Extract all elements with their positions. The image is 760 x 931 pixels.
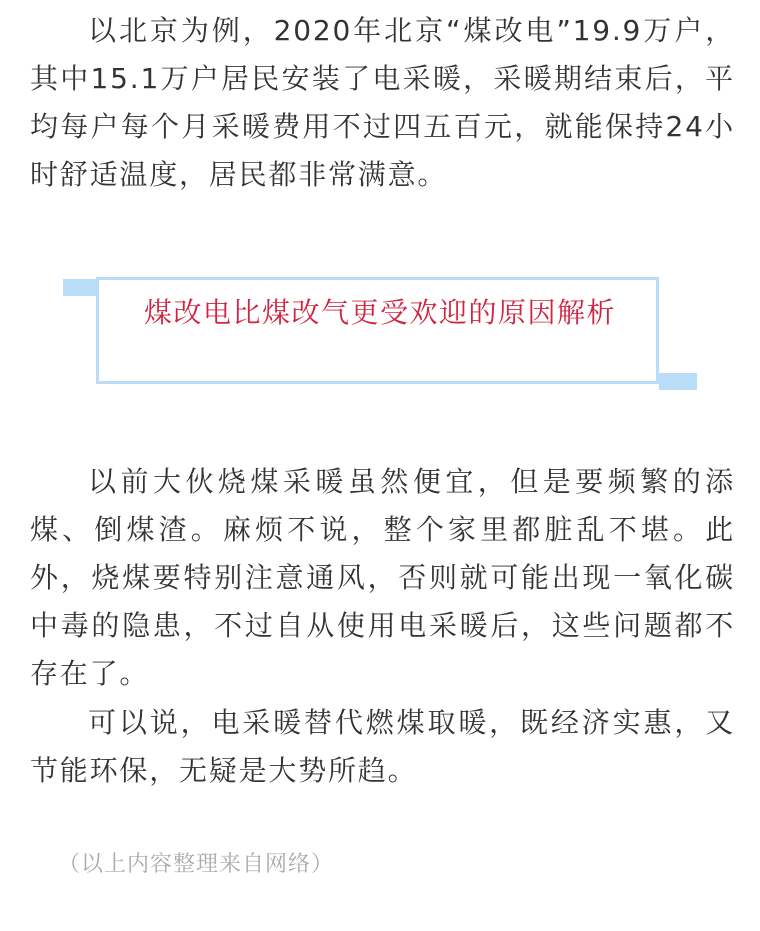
heading-box (96, 277, 659, 384)
section-heading-frame (63, 277, 697, 390)
section-heading: 煤改电比煤改气更受欢迎的原因解析 (143, 296, 616, 329)
article-paragraph-reasons: 以前大伙烧煤采暖虽然便宜，但是要频繁的添煤、倒煤渣。麻烦不说，整个家里都脏乱不堪。此外，烧煤要特别注意通风，否则就可能出现一氧化碳中毒的隐患，不过自从使用电采暖后，这些问题都不存在了。 (30, 465, 735, 690)
heading-accent-bottom-right (659, 373, 697, 390)
article-paragraph-beijing-example: 以北京为例，2020年北京“煤改电”19.9万户，其中15.1万户居民安装了电采暖，采暖期结束后，平均每户每个月采暖费用不过四五百元，就能保持24小时舒适温度，居民都非常满意。 (30, 14, 735, 191)
article-paragraph-conclusion: 可以说，电采暖替代燃煤取暖，既经济实惠，又节能环保，无疑是大势所趋。 (30, 706, 735, 787)
source-note: （以上内容整理来自网络） (58, 852, 335, 877)
